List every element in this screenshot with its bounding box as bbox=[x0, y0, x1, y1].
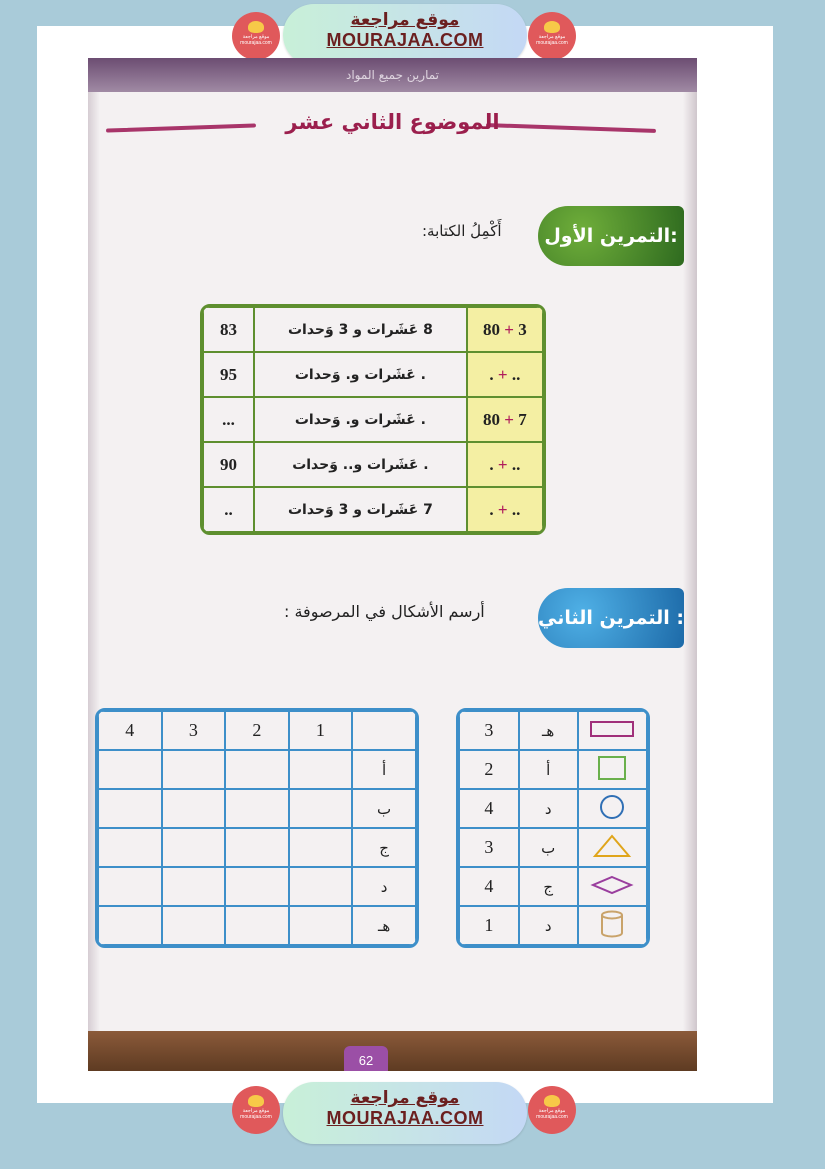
table-row bbox=[203, 487, 543, 532]
rectangle-icon bbox=[589, 725, 635, 743]
number-cell: 95 bbox=[203, 352, 254, 397]
shape-cell bbox=[578, 906, 647, 945]
table-row bbox=[203, 442, 543, 487]
plus-sign: + bbox=[497, 364, 508, 384]
logo-icon bbox=[248, 21, 264, 33]
shape-cell bbox=[578, 867, 647, 906]
table-row bbox=[459, 711, 647, 750]
page-shadow-right bbox=[683, 92, 697, 1032]
number-cell: .. bbox=[203, 487, 254, 532]
grid-cell[interactable] bbox=[289, 906, 353, 945]
grid-column-header: 4 bbox=[98, 711, 162, 750]
grid-cell[interactable] bbox=[162, 750, 226, 789]
sum-cell: . + .. bbox=[467, 487, 543, 532]
sum-cell: . + .. bbox=[467, 352, 543, 397]
exercise1-badge: التمرين الأول: bbox=[538, 206, 684, 266]
shape-cell bbox=[578, 711, 647, 750]
letter-cell: ج bbox=[519, 867, 578, 906]
count-cell: 1 bbox=[459, 906, 519, 945]
words-cell: 8 عَشَرات و 3 وَحدات bbox=[254, 307, 467, 352]
grid-cell[interactable] bbox=[98, 906, 162, 945]
page-top-strip bbox=[88, 58, 697, 92]
right-logo-badge-top bbox=[528, 12, 576, 60]
badge-text-ar: موقع مراجعة bbox=[242, 34, 270, 40]
count-cell: 4 bbox=[459, 867, 519, 906]
logo-icon bbox=[544, 21, 560, 33]
wood-floor bbox=[88, 1031, 697, 1071]
logo-icon bbox=[544, 1095, 560, 1107]
words-cell: . عَشَرات و.. وَحدات bbox=[254, 442, 467, 487]
count-cell: 3 bbox=[459, 828, 519, 867]
badge-text-en: mourajaa.com bbox=[240, 40, 272, 46]
book-page bbox=[88, 58, 697, 1071]
grid-cell[interactable] bbox=[289, 828, 353, 867]
grid-cell[interactable] bbox=[162, 828, 226, 867]
shape-cell bbox=[578, 750, 647, 789]
sum-cell: 80 + 7 bbox=[467, 397, 543, 442]
circle-icon bbox=[597, 807, 627, 825]
words-cell: . عَشَرات و. وَحدات bbox=[254, 352, 467, 397]
left-logo-badge-top bbox=[232, 12, 280, 60]
count-cell: 2 bbox=[459, 750, 519, 789]
grid-row bbox=[98, 906, 416, 945]
site-name-en[interactable]: MOURAJAA.COM bbox=[326, 1108, 484, 1128]
page-number: 62 bbox=[344, 1046, 388, 1071]
page-title: الموضوع الثاني عشر bbox=[285, 110, 500, 134]
grid-cell[interactable] bbox=[289, 867, 353, 906]
number-cell: 90 bbox=[203, 442, 254, 487]
sum-cell: . + .. bbox=[467, 442, 543, 487]
plus-sign: + bbox=[497, 499, 508, 519]
words-cell: . عَشَرات و. وَحدات bbox=[254, 397, 467, 442]
cylinder-icon bbox=[597, 925, 627, 943]
logo-icon bbox=[248, 1095, 264, 1107]
exercise2-instruction: أرسم الأشكال في المرصوفة : bbox=[284, 602, 485, 621]
grid-row-label: ب bbox=[352, 789, 416, 828]
table-row bbox=[203, 397, 543, 442]
grid-row bbox=[98, 750, 416, 789]
number-cell: 83 bbox=[203, 307, 254, 352]
count-cell: 3 bbox=[459, 711, 519, 750]
grid-cell[interactable] bbox=[98, 867, 162, 906]
square-icon bbox=[596, 767, 628, 785]
grid-cell[interactable] bbox=[162, 867, 226, 906]
site-banner-bottom[interactable] bbox=[283, 1082, 527, 1144]
table-row bbox=[459, 789, 647, 828]
rhombus-icon bbox=[590, 882, 634, 900]
table-row bbox=[203, 307, 543, 352]
words-cell: 7 عَشَرات و 3 وَحدات bbox=[254, 487, 467, 532]
letter-cell: هـ bbox=[519, 711, 578, 750]
grid-corner-cell bbox=[352, 711, 416, 750]
shape-cell bbox=[578, 828, 647, 867]
exercise1-table bbox=[200, 304, 546, 535]
left-logo-badge-bottom bbox=[232, 1086, 280, 1134]
plus-sign: + bbox=[497, 454, 508, 474]
grid-cell[interactable] bbox=[225, 789, 289, 828]
table-row bbox=[459, 828, 647, 867]
site-banner-top[interactable] bbox=[283, 4, 527, 66]
grid-column-header: 1 bbox=[289, 711, 353, 750]
grid-cell[interactable] bbox=[225, 750, 289, 789]
drawing-grid bbox=[95, 708, 419, 948]
grid-cell[interactable] bbox=[225, 867, 289, 906]
grid-column-header: 3 bbox=[162, 711, 226, 750]
plus-sign: + bbox=[504, 409, 514, 429]
grid-cell[interactable] bbox=[162, 789, 226, 828]
table-row bbox=[459, 750, 647, 789]
grid-cell[interactable] bbox=[225, 828, 289, 867]
grid-cell[interactable] bbox=[98, 789, 162, 828]
grid-header-row bbox=[98, 711, 416, 750]
letter-cell: د bbox=[519, 906, 578, 945]
plus-sign: + bbox=[504, 319, 514, 339]
table-row bbox=[203, 352, 543, 397]
number-cell: ... bbox=[203, 397, 254, 442]
grid-row-label: أ bbox=[352, 750, 416, 789]
badge-text-en: mourajaa.com bbox=[536, 40, 568, 46]
grid-cell[interactable] bbox=[225, 906, 289, 945]
sum-cell: 80 + 3 bbox=[467, 307, 543, 352]
grid-row bbox=[98, 867, 416, 906]
table-row bbox=[459, 906, 647, 945]
exercise1-instruction: أَكْمِلُ الكتابة: bbox=[422, 222, 502, 240]
site-name-ar[interactable]: موقع مراجعة bbox=[350, 1088, 460, 1108]
grid-row-label: هـ bbox=[352, 906, 416, 945]
count-cell: 4 bbox=[459, 789, 519, 828]
badge-text-ar: موقع مراجعة bbox=[538, 34, 566, 40]
grid-cell[interactable] bbox=[162, 906, 226, 945]
table-row bbox=[459, 867, 647, 906]
badge-text-ar: موقع مراجعة bbox=[538, 1108, 566, 1114]
grid-row bbox=[98, 828, 416, 867]
grid-row-label: د bbox=[352, 867, 416, 906]
shape-cell bbox=[578, 789, 647, 828]
badge-text-en: mourajaa.com bbox=[240, 1114, 272, 1120]
letter-cell: أ bbox=[519, 750, 578, 789]
grid-row-label: ج bbox=[352, 828, 416, 867]
letter-cell: د bbox=[519, 789, 578, 828]
grid-cell[interactable] bbox=[98, 750, 162, 789]
grid-row bbox=[98, 789, 416, 828]
grid-cell[interactable] bbox=[98, 828, 162, 867]
badge-text-ar: موقع مراجعة bbox=[242, 1108, 270, 1114]
right-logo-badge-bottom bbox=[528, 1086, 576, 1134]
letter-cell: ب bbox=[519, 828, 578, 867]
triangle-icon bbox=[592, 845, 632, 863]
shapes-table bbox=[456, 708, 650, 948]
grid-column-header: 2 bbox=[225, 711, 289, 750]
site-name-ar[interactable]: موقع مراجعة bbox=[350, 10, 460, 30]
grid-cell[interactable] bbox=[289, 750, 353, 789]
grid-cell[interactable] bbox=[289, 789, 353, 828]
top-strip-text: تمارين جميع المواد bbox=[346, 68, 439, 82]
site-name-en[interactable]: MOURAJAA.COM bbox=[326, 30, 484, 50]
badge-text-en: mourajaa.com bbox=[536, 1114, 568, 1120]
exercise2-badge: التمرين الثاني : bbox=[538, 588, 684, 648]
